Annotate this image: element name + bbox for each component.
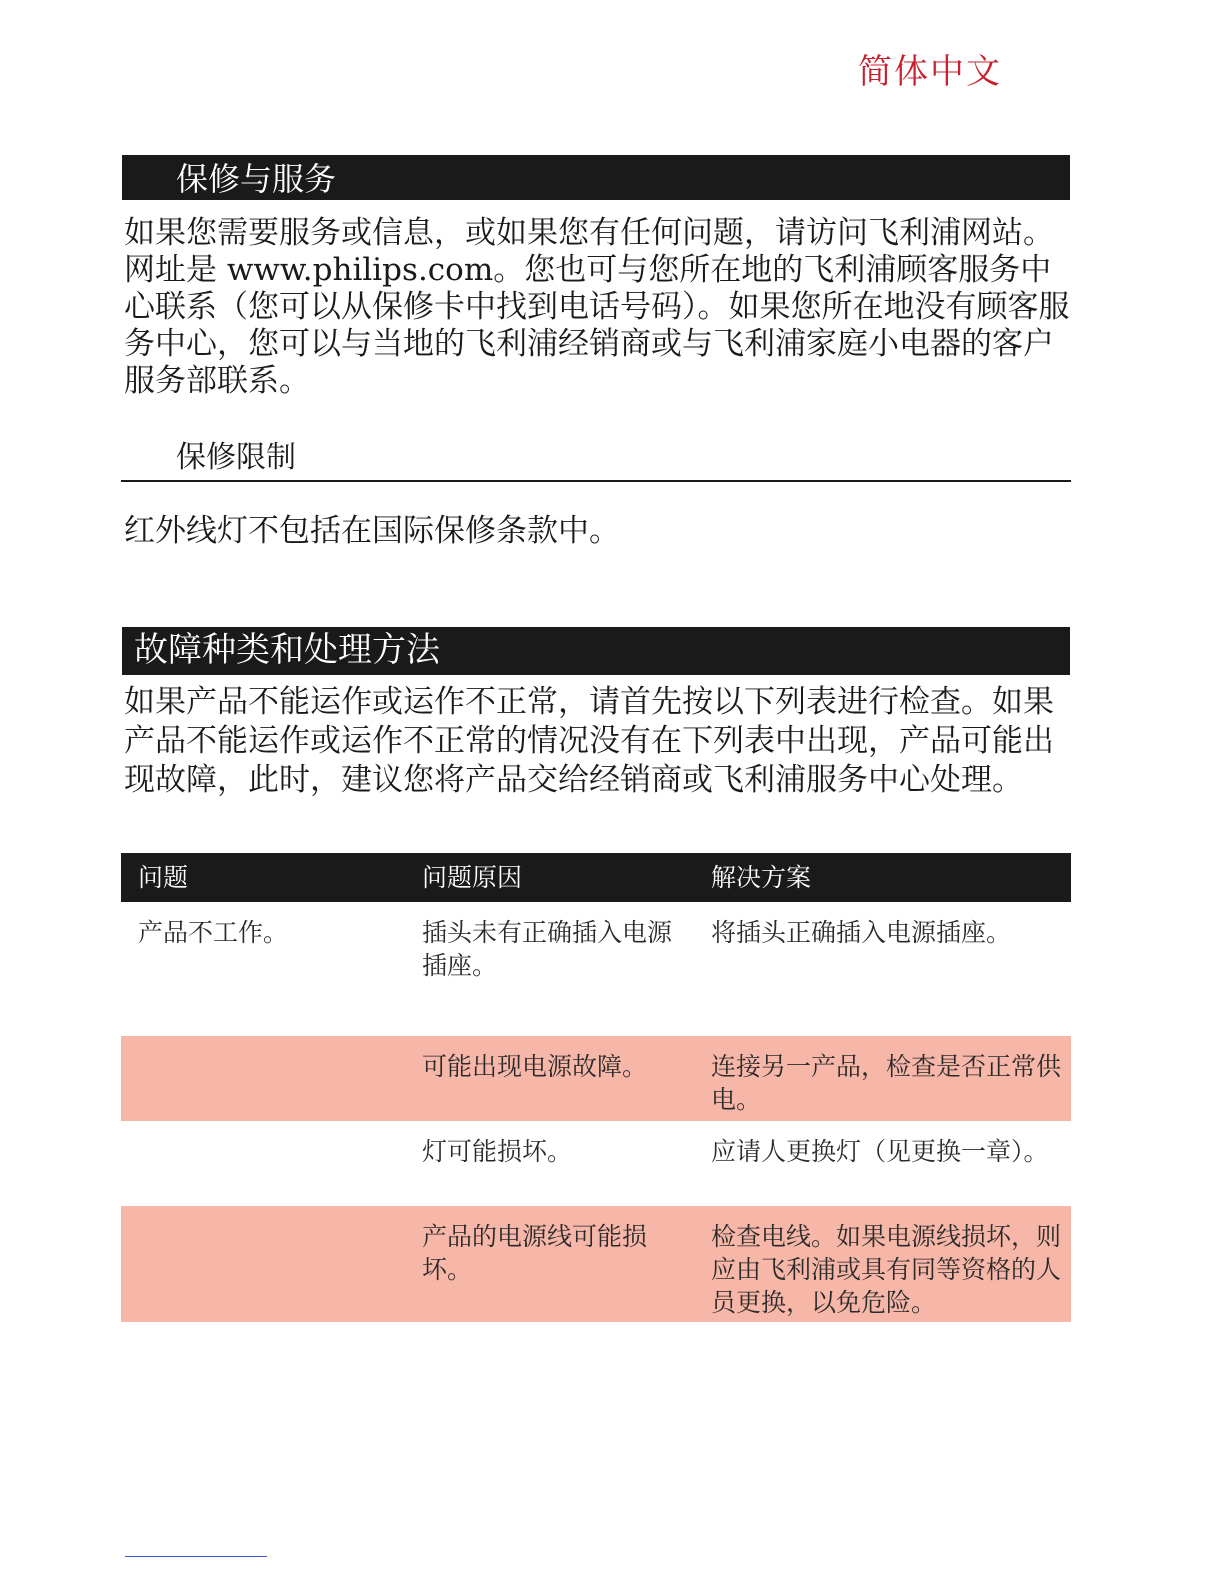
cell-cause: 灯可能损坏。 [422,1137,573,1166]
cell-cause: 插头未有正确插入电源插座。 [422,918,673,980]
cell-problem [121,1206,406,1322]
troubleshooting-paragraph: 如果产品不能运作或运作不正常，请首先按以下列表进行检查。如果产品不能运作或运作不正常的情况没有在下列表中出现，产品可能出现故障，此时，建议您将产品交给经销商或飞利浦服务中心处理。 [124,684,1054,798]
cell-cause: 可能出现电源故障。 [422,1052,648,1081]
limits-paragraph: 红外线灯不包括在国际保修条款中。 [124,513,620,549]
section-header-warranty: 保修与服务 [122,155,1070,200]
cell-problem [121,1121,406,1206]
cell-solution: 将插头正确插入电源插座。 [711,918,1012,947]
table-row [121,1036,1071,1121]
footer-divider [125,1556,267,1557]
table-row [121,1206,1071,1322]
cell-solution: 检查电线。如果电源线损坏，则应由飞利浦或具有同等资格的人员更换，以免危险。 [711,1222,1062,1317]
table-row [121,902,1071,1036]
cell-solution: 应请人更换灯（见更换一章）。 [711,1137,1049,1166]
table-row [121,1121,1071,1206]
cell-problem [121,1036,406,1121]
header-solution: 解决方案 [711,863,812,892]
header-problem: 问题 [138,863,189,892]
cell-cause: 产品的电源线可能损坏。 [422,1222,648,1284]
warranty-paragraph: 如果您需要服务或信息，或如果您有任何问题，请访问飞利浦网站。网址是 www.philips.com。您也可与您所在地的飞利浦顾客服务中心联系（您可以从保修卡中找到电话号码）。如果您所在地没有顾客服务中心，您可以与当地的飞利浦经销商或与飞利浦家庭小电器的客户服务部联系。 [124,215,1070,399]
subheading-divider [121,480,1071,482]
section-header-troubleshooting: 故障种类和处理方法 [122,627,1070,675]
header-cause: 问题原因 [422,863,523,892]
subheading-warranty-limits: 保修限制 [176,440,296,475]
cell-problem: 产品不工作。 [138,918,289,947]
cell-solution: 连接另一产品，检查是否正常供电。 [711,1052,1062,1114]
troubleshooting-table [121,853,1071,1322]
language-label: 简体中文 [858,52,1002,92]
table-header-row [121,853,1071,902]
